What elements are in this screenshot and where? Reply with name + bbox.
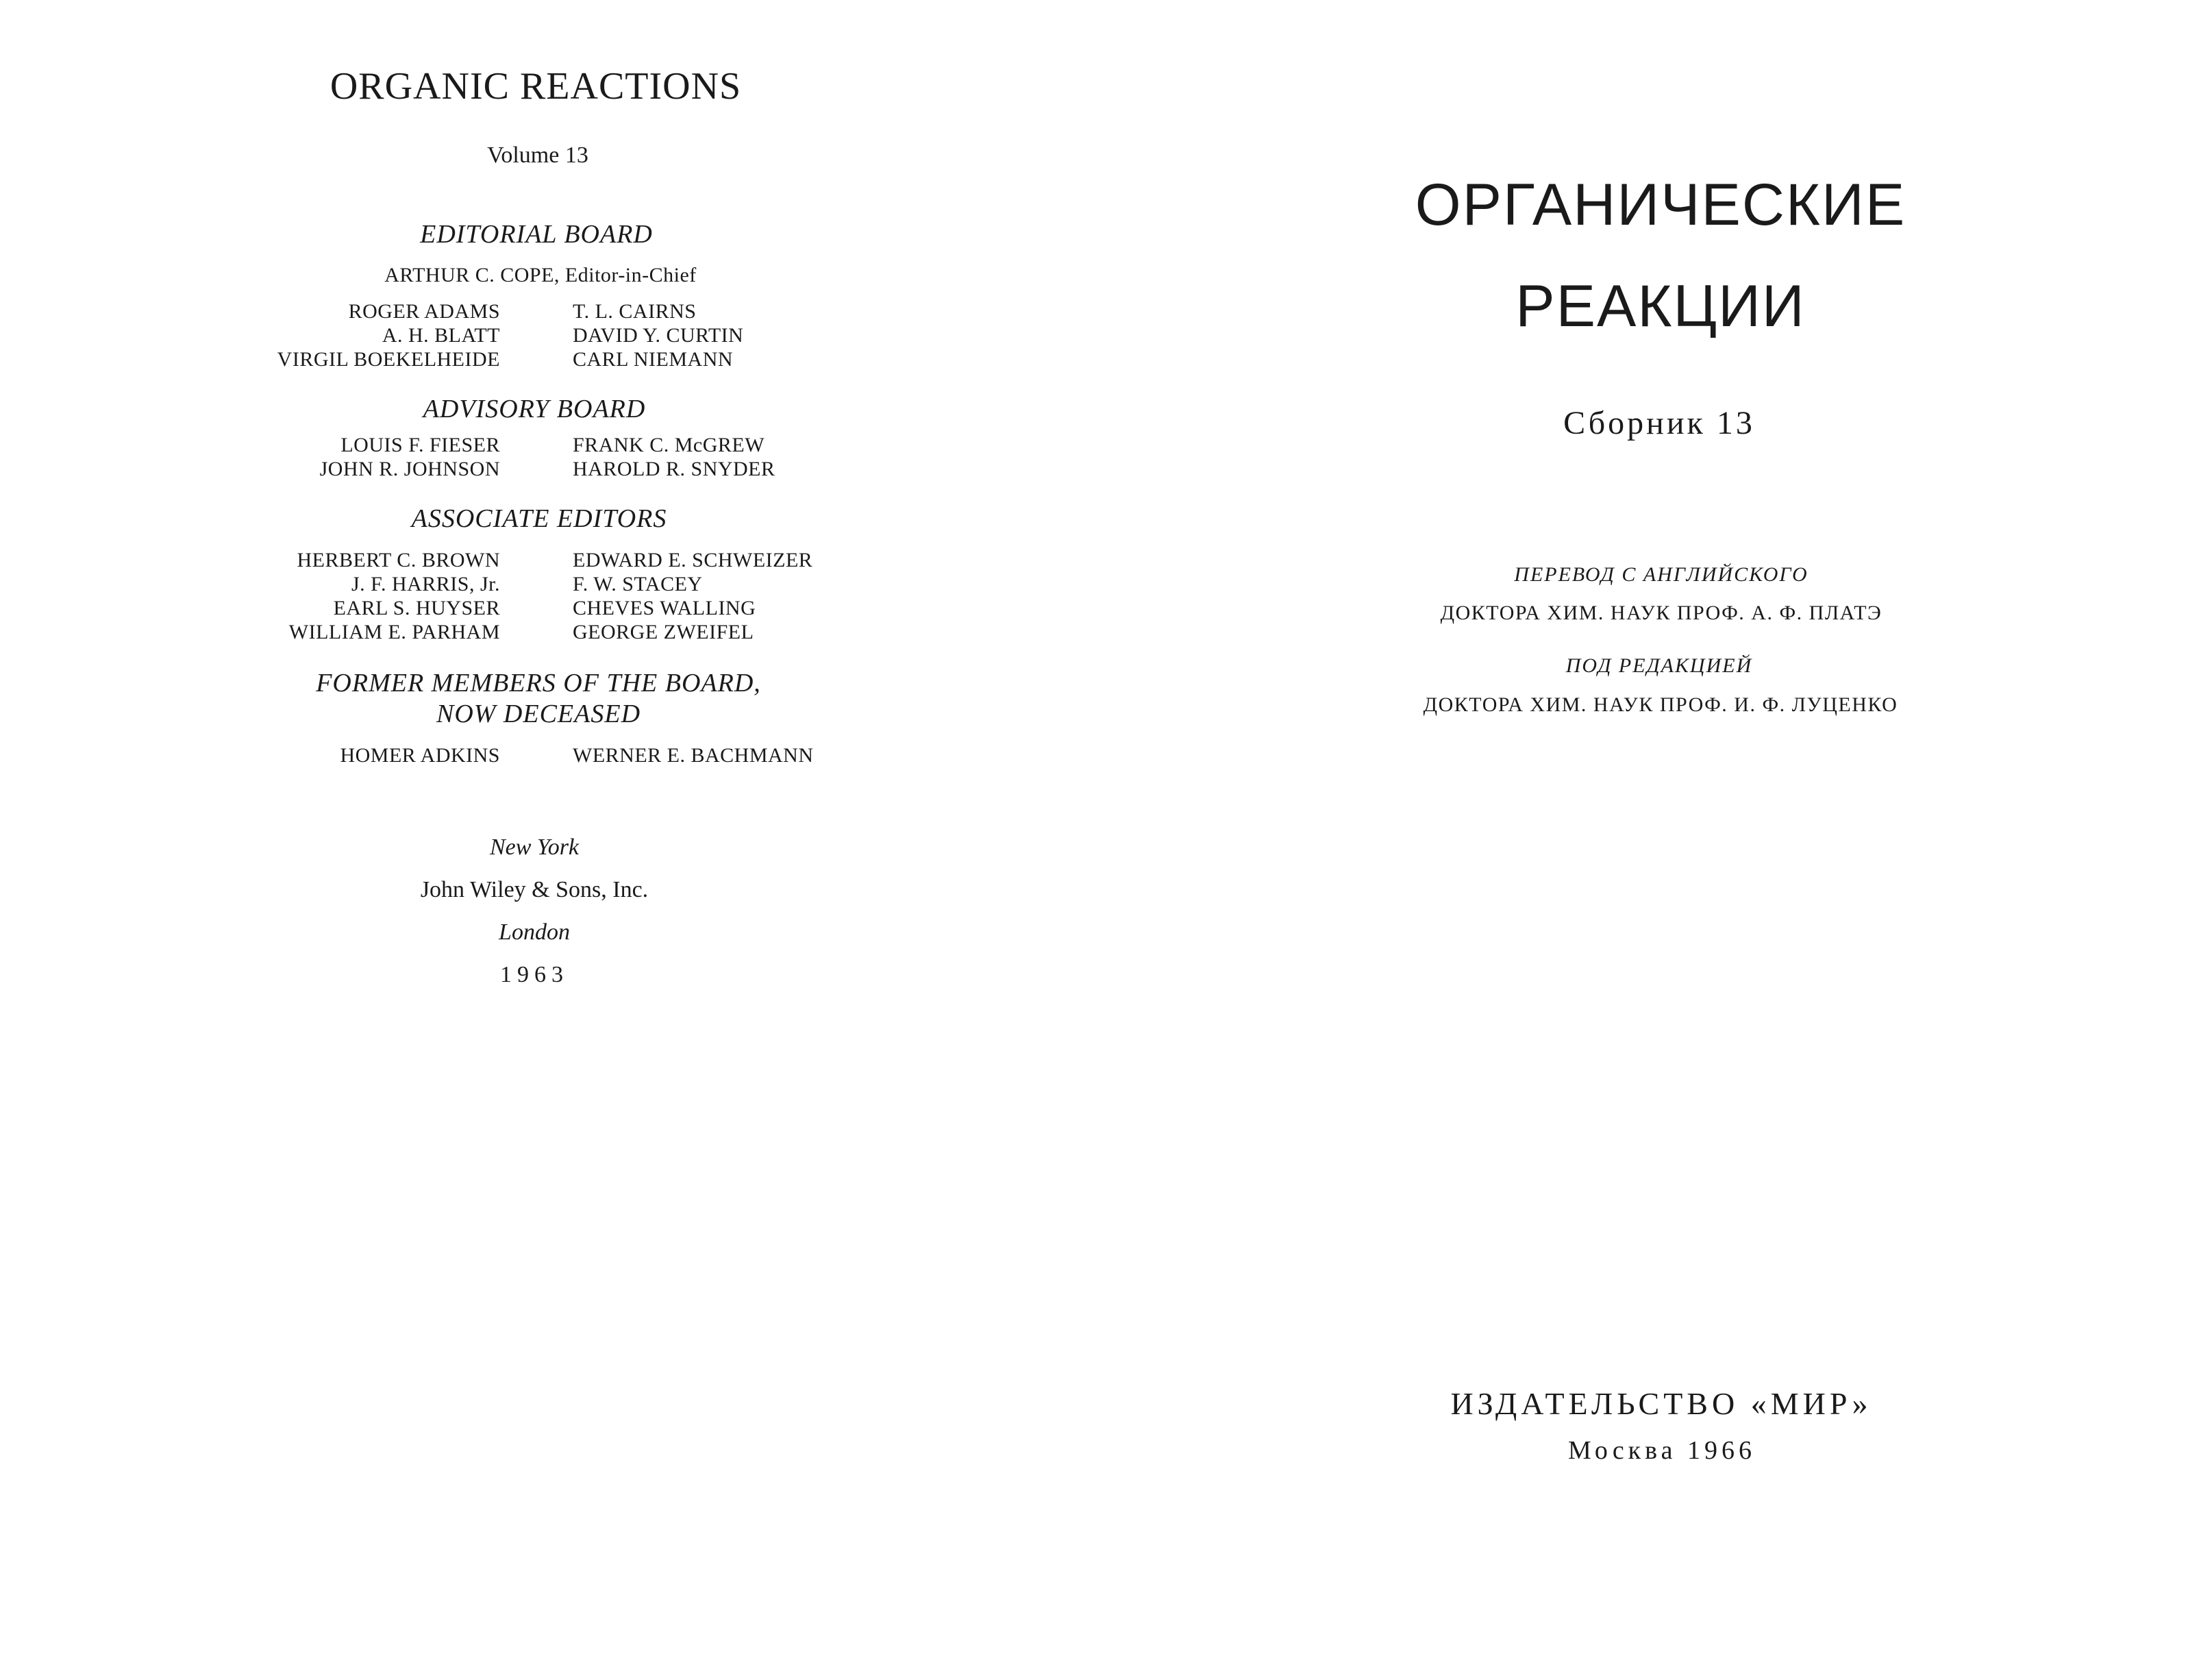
board-member: JOHN R. JOHNSON <box>319 458 500 480</box>
former-members-right-column <box>573 743 860 767</box>
editorial-board-heading: EDITORIAL BOARD <box>420 220 653 249</box>
associate-editor: F. W. STACEY <box>573 573 703 595</box>
advisory-board-left-column <box>226 433 500 481</box>
associate-editors-right-column <box>573 548 860 644</box>
board-member: A. H. BLATT <box>382 324 500 347</box>
russian-city-year: Москва 1966 <box>1568 1436 1756 1465</box>
advisory-board-heading: ADVISORY BOARD <box>423 395 646 423</box>
board-member: ROGER ADAMS <box>348 300 500 323</box>
associate-editor: EDWARD E. SCHWEIZER <box>573 549 813 571</box>
editor-name: ДОКТОРА ХИМ. НАУК ПРОФ. И. Ф. ЛУЦЕНКО <box>1423 693 1898 716</box>
left-page <box>0 0 1096 1667</box>
board-member: FRANK C. McGREW <box>573 434 765 456</box>
associate-editor: J. F. HARRIS, Jr. <box>351 573 500 595</box>
former-member: HOMER ADKINS <box>340 744 500 767</box>
publication-year: 1963 <box>500 962 569 987</box>
associate-editor: WILLIAM E. PARHAM <box>288 621 500 643</box>
associate-editor: EARL S. HUYSER <box>333 597 500 619</box>
former-members-left-column <box>226 743 500 767</box>
editor-label: ПОД РЕДАКЦИЕЙ <box>1565 654 1753 677</box>
translation-label: ПЕРЕВОД С АНГЛИЙСКОГО <box>1514 563 1809 586</box>
translator-name: ДОКТОРА ХИМ. НАУК ПРОФ. А. Ф. ПЛАТЭ <box>1440 602 1882 624</box>
editor-in-chief: ARTHUR C. COPE, Editor-in-Chief <box>384 264 697 286</box>
right-page <box>1096 0 2212 1667</box>
editorial-board-right-column <box>573 299 847 371</box>
board-member: HAROLD R. SNYDER <box>573 458 775 480</box>
board-member: CARL NIEMANN <box>573 348 734 371</box>
russian-publisher: ИЗДАТЕЛЬСТВО «МИР» <box>1450 1386 1872 1421</box>
publisher-city-new-york: New York <box>489 835 580 860</box>
board-member: VIRGIL BOEKELHEIDE <box>277 348 500 371</box>
associate-editor: CHEVES WALLING <box>573 597 756 619</box>
advisory-board-right-column <box>573 433 847 481</box>
publisher-name: John Wiley & Sons, Inc. <box>420 877 649 902</box>
russian-title-line1: ОРГАНИЧЕСКИЕ <box>1415 172 1906 238</box>
russian-title-line2: РЕАКЦИИ <box>1515 273 1806 339</box>
associate-editors-left-column <box>212 548 500 644</box>
former-members-subheading: NOW DECEASED <box>436 700 641 728</box>
associate-editor: HERBERT C. BROWN <box>297 549 500 571</box>
board-member: LOUIS F. FIESER <box>340 434 500 456</box>
former-member: WERNER E. BACHMANN <box>573 744 814 767</box>
associate-editor: GEORGE ZWEIFEL <box>573 621 754 643</box>
associate-editors-heading: ASSOCIATE EDITORS <box>411 504 667 533</box>
english-title: ORGANIC REACTIONS <box>330 65 742 108</box>
former-members-heading: FORMER MEMBERS OF THE BOARD, <box>316 669 761 697</box>
board-member: T. L. CAIRNS <box>573 300 697 323</box>
collection-number: Сборник 13 <box>1563 405 1755 441</box>
publisher-city-london: London <box>499 919 570 945</box>
editorial-board-left-column <box>226 299 500 371</box>
volume-number: Volume 13 <box>487 143 588 168</box>
board-member: DAVID Y. CURTIN <box>573 324 744 347</box>
